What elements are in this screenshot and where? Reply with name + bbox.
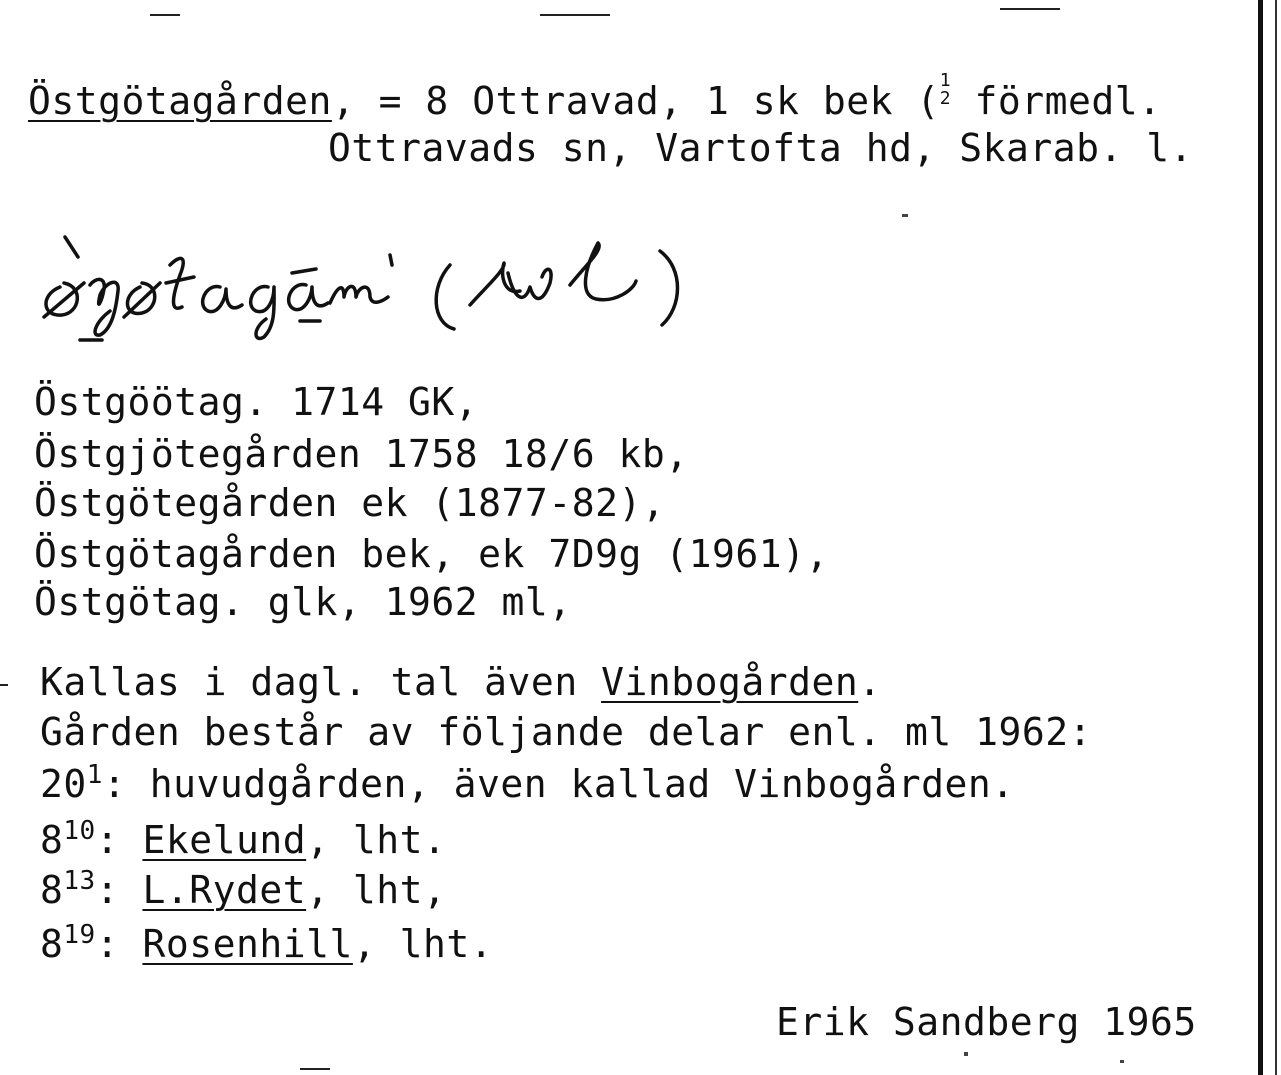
note-line [40,660,882,704]
heading-detail-end: förmedl. [951,79,1162,123]
part-superscript: 19 [63,920,96,950]
part-row [40,922,493,966]
part-separator: : [95,922,143,966]
fraction [940,72,951,108]
note-end: . [858,660,882,704]
part-superscript: 13 [63,866,96,896]
part-superscript: 1 [86,760,103,790]
heading-detail: , = 8 Ottravad, 1 sk bek ( [331,79,940,123]
note-text: Kallas i dagl. tal även [40,660,602,704]
note-name: Vinbogården [601,660,859,704]
part-name: Rosenhill [142,922,353,966]
speck [150,14,180,16]
heading-line [28,72,1162,123]
fraction-denominator: 2 [939,88,952,109]
parts-intro: Gården består av följande delar enl. ml 1962: [40,710,1093,754]
part-number: 8 [40,818,64,862]
part-number: 8 [40,868,64,912]
part-separator: : [102,762,150,806]
part-name: L.Rydet [142,868,307,912]
part-number: 20 [40,762,87,806]
part-name: Ekelund [142,818,307,862]
margin-mark [0,684,8,686]
handwritten-entry [30,225,700,355]
form-1962: Östgötag. glk, 1962 ml, [34,580,572,624]
fraction-numerator: 1 [939,70,952,91]
part-description: , lht. [352,922,494,966]
part-number: 8 [40,922,64,966]
part-row [40,868,446,912]
speck [1000,8,1060,10]
speck [540,14,610,16]
part-description: huvudgården, även kallad Vinbogården. [149,762,1015,806]
form-1714: Östgöötag. 1714 GK, [34,380,479,424]
part-row [40,762,1015,806]
place-name: Östgötagården [28,79,332,123]
form-1877: Östgötegården ek (1877-82), [34,481,666,525]
card-edge [1258,0,1263,1075]
part-row [40,818,446,862]
card-edge-shadow [1275,0,1277,1075]
part-separator: : [95,868,143,912]
part-description: , lht, [306,868,447,912]
form-1758: Östgjötegården 1758 18/6 kb, [34,432,689,476]
speck [902,214,908,217]
speck [300,1068,330,1070]
speck [964,1052,968,1056]
speck [1120,1060,1124,1063]
form-1961: Östgötagården bek, ek 7D9g (1961), [34,532,829,576]
location-line: Ottravads sn, Vartofta hd, Skarab. l. [328,126,1193,170]
signature: Erik Sandberg 1965 [776,1000,1197,1044]
part-superscript: 10 [63,816,96,846]
part-description: , lht. [306,818,447,862]
part-separator: : [95,818,143,862]
